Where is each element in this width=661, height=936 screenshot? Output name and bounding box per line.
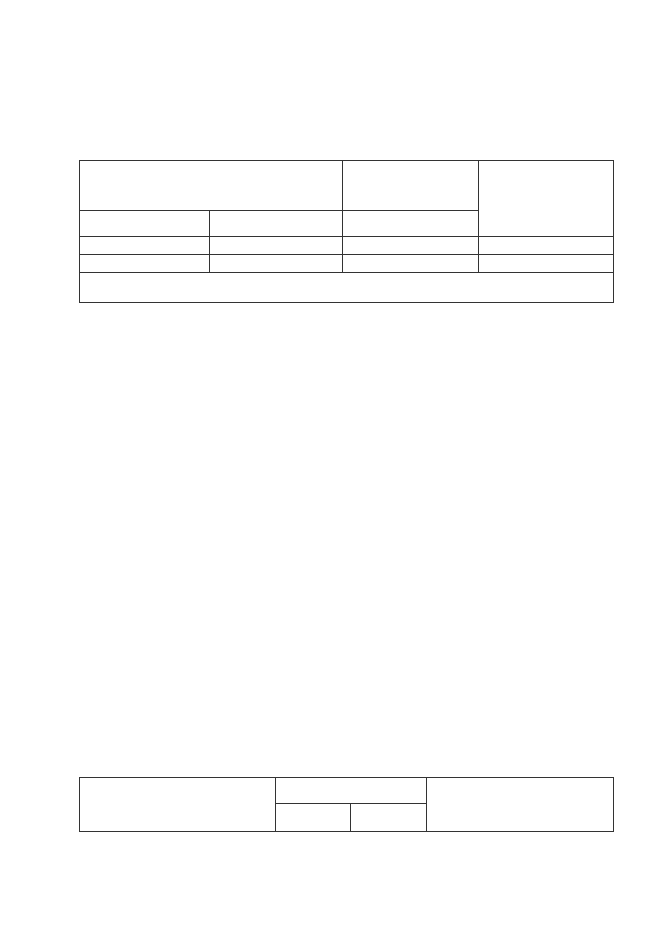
table4-cell	[343, 237, 479, 255]
table4-sub-value	[343, 211, 479, 237]
table4-sub-deviation	[209, 211, 343, 237]
table-row	[80, 255, 614, 273]
table4-col2-header	[343, 161, 479, 211]
table4-cell	[343, 255, 479, 273]
table4-cell	[479, 255, 614, 273]
table5-group-header	[275, 778, 427, 804]
table4-cell	[209, 237, 343, 255]
table5-sub-periodic	[351, 804, 427, 832]
table4-note	[80, 273, 614, 303]
table4-cell	[80, 255, 210, 273]
table5-col1-header	[80, 778, 276, 832]
table4-cell	[479, 237, 614, 255]
table4-cell	[209, 255, 343, 273]
table4-sub-nominal	[80, 211, 210, 237]
table4-col1-header	[80, 161, 343, 211]
table-row	[80, 237, 614, 255]
table4	[79, 160, 614, 303]
table5-grid	[79, 777, 614, 832]
table5-col4-header	[427, 778, 614, 832]
table5-sub-stk	[275, 804, 351, 832]
table4-col3-header	[479, 161, 614, 237]
table4-cell	[80, 237, 210, 255]
